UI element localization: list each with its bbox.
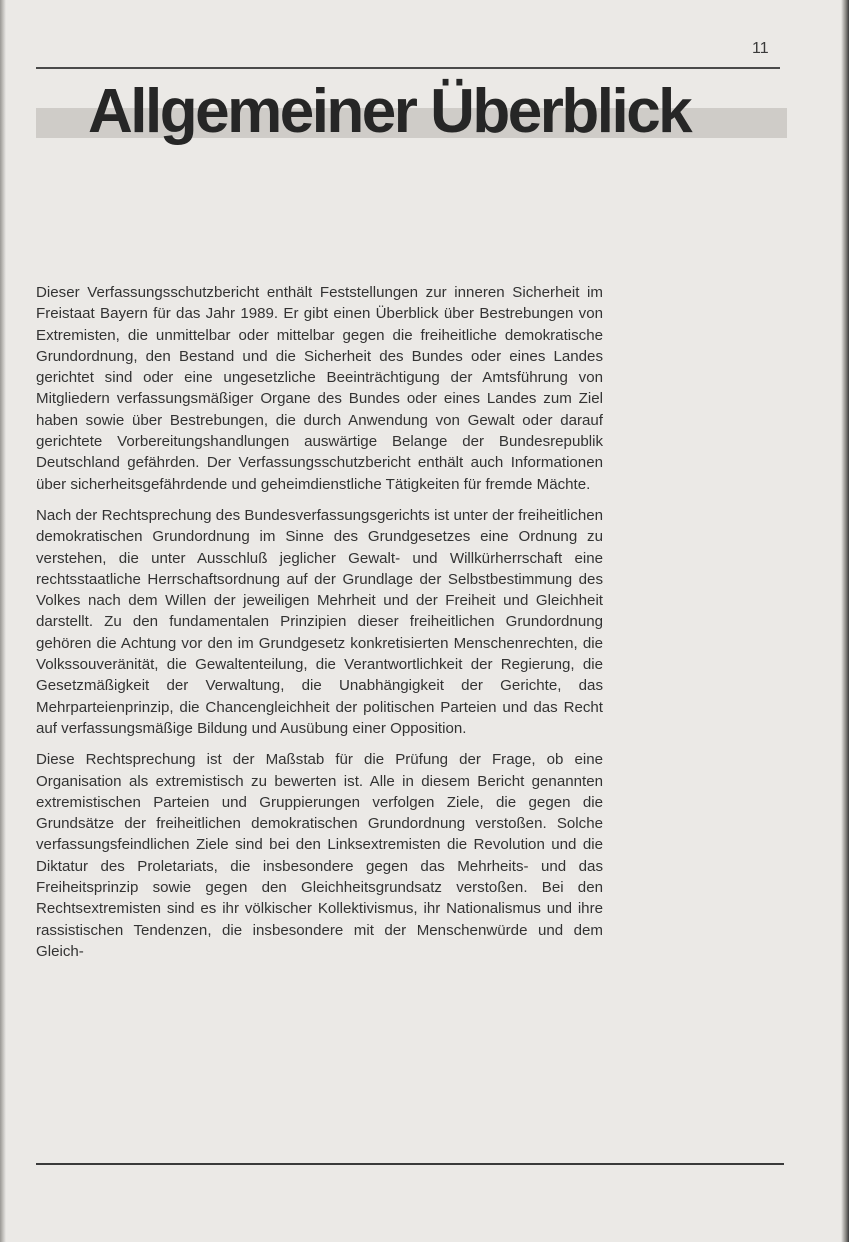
page-number: 11 [752, 40, 769, 57]
paragraph-3: Diese Rechtsprechung ist der Maßstab für die Prüfung der Frage, ob eine Organisation als extremistisch zu bewerten ist. Alle in diesem Bericht genannten extremistischen Parteien und Gruppierungen verfolgen Ziele, die gegen die Grundsätze der freiheitlichen demokratischen Grundordnung verstoßen. Solche verfassungsfeindlichen Ziele sind bei den Linksextremisten die Revolution und die Diktatur des Proletariats, die insbesondere gegen das Mehrheits- und das Freiheitsprinzip sowie gegen den Gleichheitsgrundsatz verstoßen. Bei den Rechtsextremisten sind es ihr völkischer Kollektivismus, ihr Nationalismus und ihre rassistischen Tendenzen, die insbesondere mit der Menschenwürde und dem Gleich- [36, 751, 603, 960]
header-rule [36, 67, 780, 69]
page-title: Allgemeiner Überblick [88, 77, 691, 146]
body-text [36, 282, 603, 972]
paragraph-1: Dieser Verfassungsschutzbericht enthält Feststellungen zur inneren Sicherheit im Freistaat Bayern für das Jahr 1989. Er gibt einen Überblick über Bestrebungen von Extremisten, die unmittelbar oder mittelbar gegen die freiheitliche demokratische Grundordnung, den Bestand und die Sicherheit des Bundes oder eines Landes gerichtet sind oder eine ungesetzliche Beeinträchtigung der Amtsführung von Mitgliedern verfassungsmäßiger Organe des Bundes oder eines Landes zum Ziel haben sowie über Bestrebungen, die durch Anwendung von Gewalt oder darauf gerichtete Vorbereitungshandlungen auswärtige Belange der Bundesrepublik Deutschland gefährden. Der Verfassungsschutzbericht enthält auch Informationen über sicherheitsgefährdende und geheimdienstliche Tätigkeiten für fremde Mächte. [36, 284, 603, 493]
footer-rule [36, 1163, 784, 1165]
page-shadow-left [0, 0, 6, 1242]
page-binding-edge-right [841, 0, 849, 1242]
paragraph-2: Nach der Rechtsprechung des Bundesverfassungsgerichts ist unter der freiheitlichen demokratischen Grundordnung im Sinne des Grundgesetzes eine Ordnung zu verstehen, die unter Ausschluß jeglicher Gewalt- und Willkürherrschaft eine rechtsstaatliche Herrschaftsordnung auf der Grundlage der Selbstbestimmung des Volkes nach dem Willen der jeweiligen Mehrheit und der Freiheit und Gleichheit darstellt. Zu den fundamentalen Prinzipien dieser freiheitlichen Grundordnung gehören die Achtung vor den im Grundgesetz konkretisierten Menschenrechten, die Volkssouveränität, die Gewaltenteilung, die Verantwortlichkeit der Regierung, die Gesetzmäßigkeit der Verwaltung, die Unabhängigkeit der Gerichte, das Mehrparteienprinzip, die Chancengleichheit der politischen Parteien und das Recht auf verfassungsmäßige Bildung und Ausübung einer Opposition. [36, 506, 603, 737]
